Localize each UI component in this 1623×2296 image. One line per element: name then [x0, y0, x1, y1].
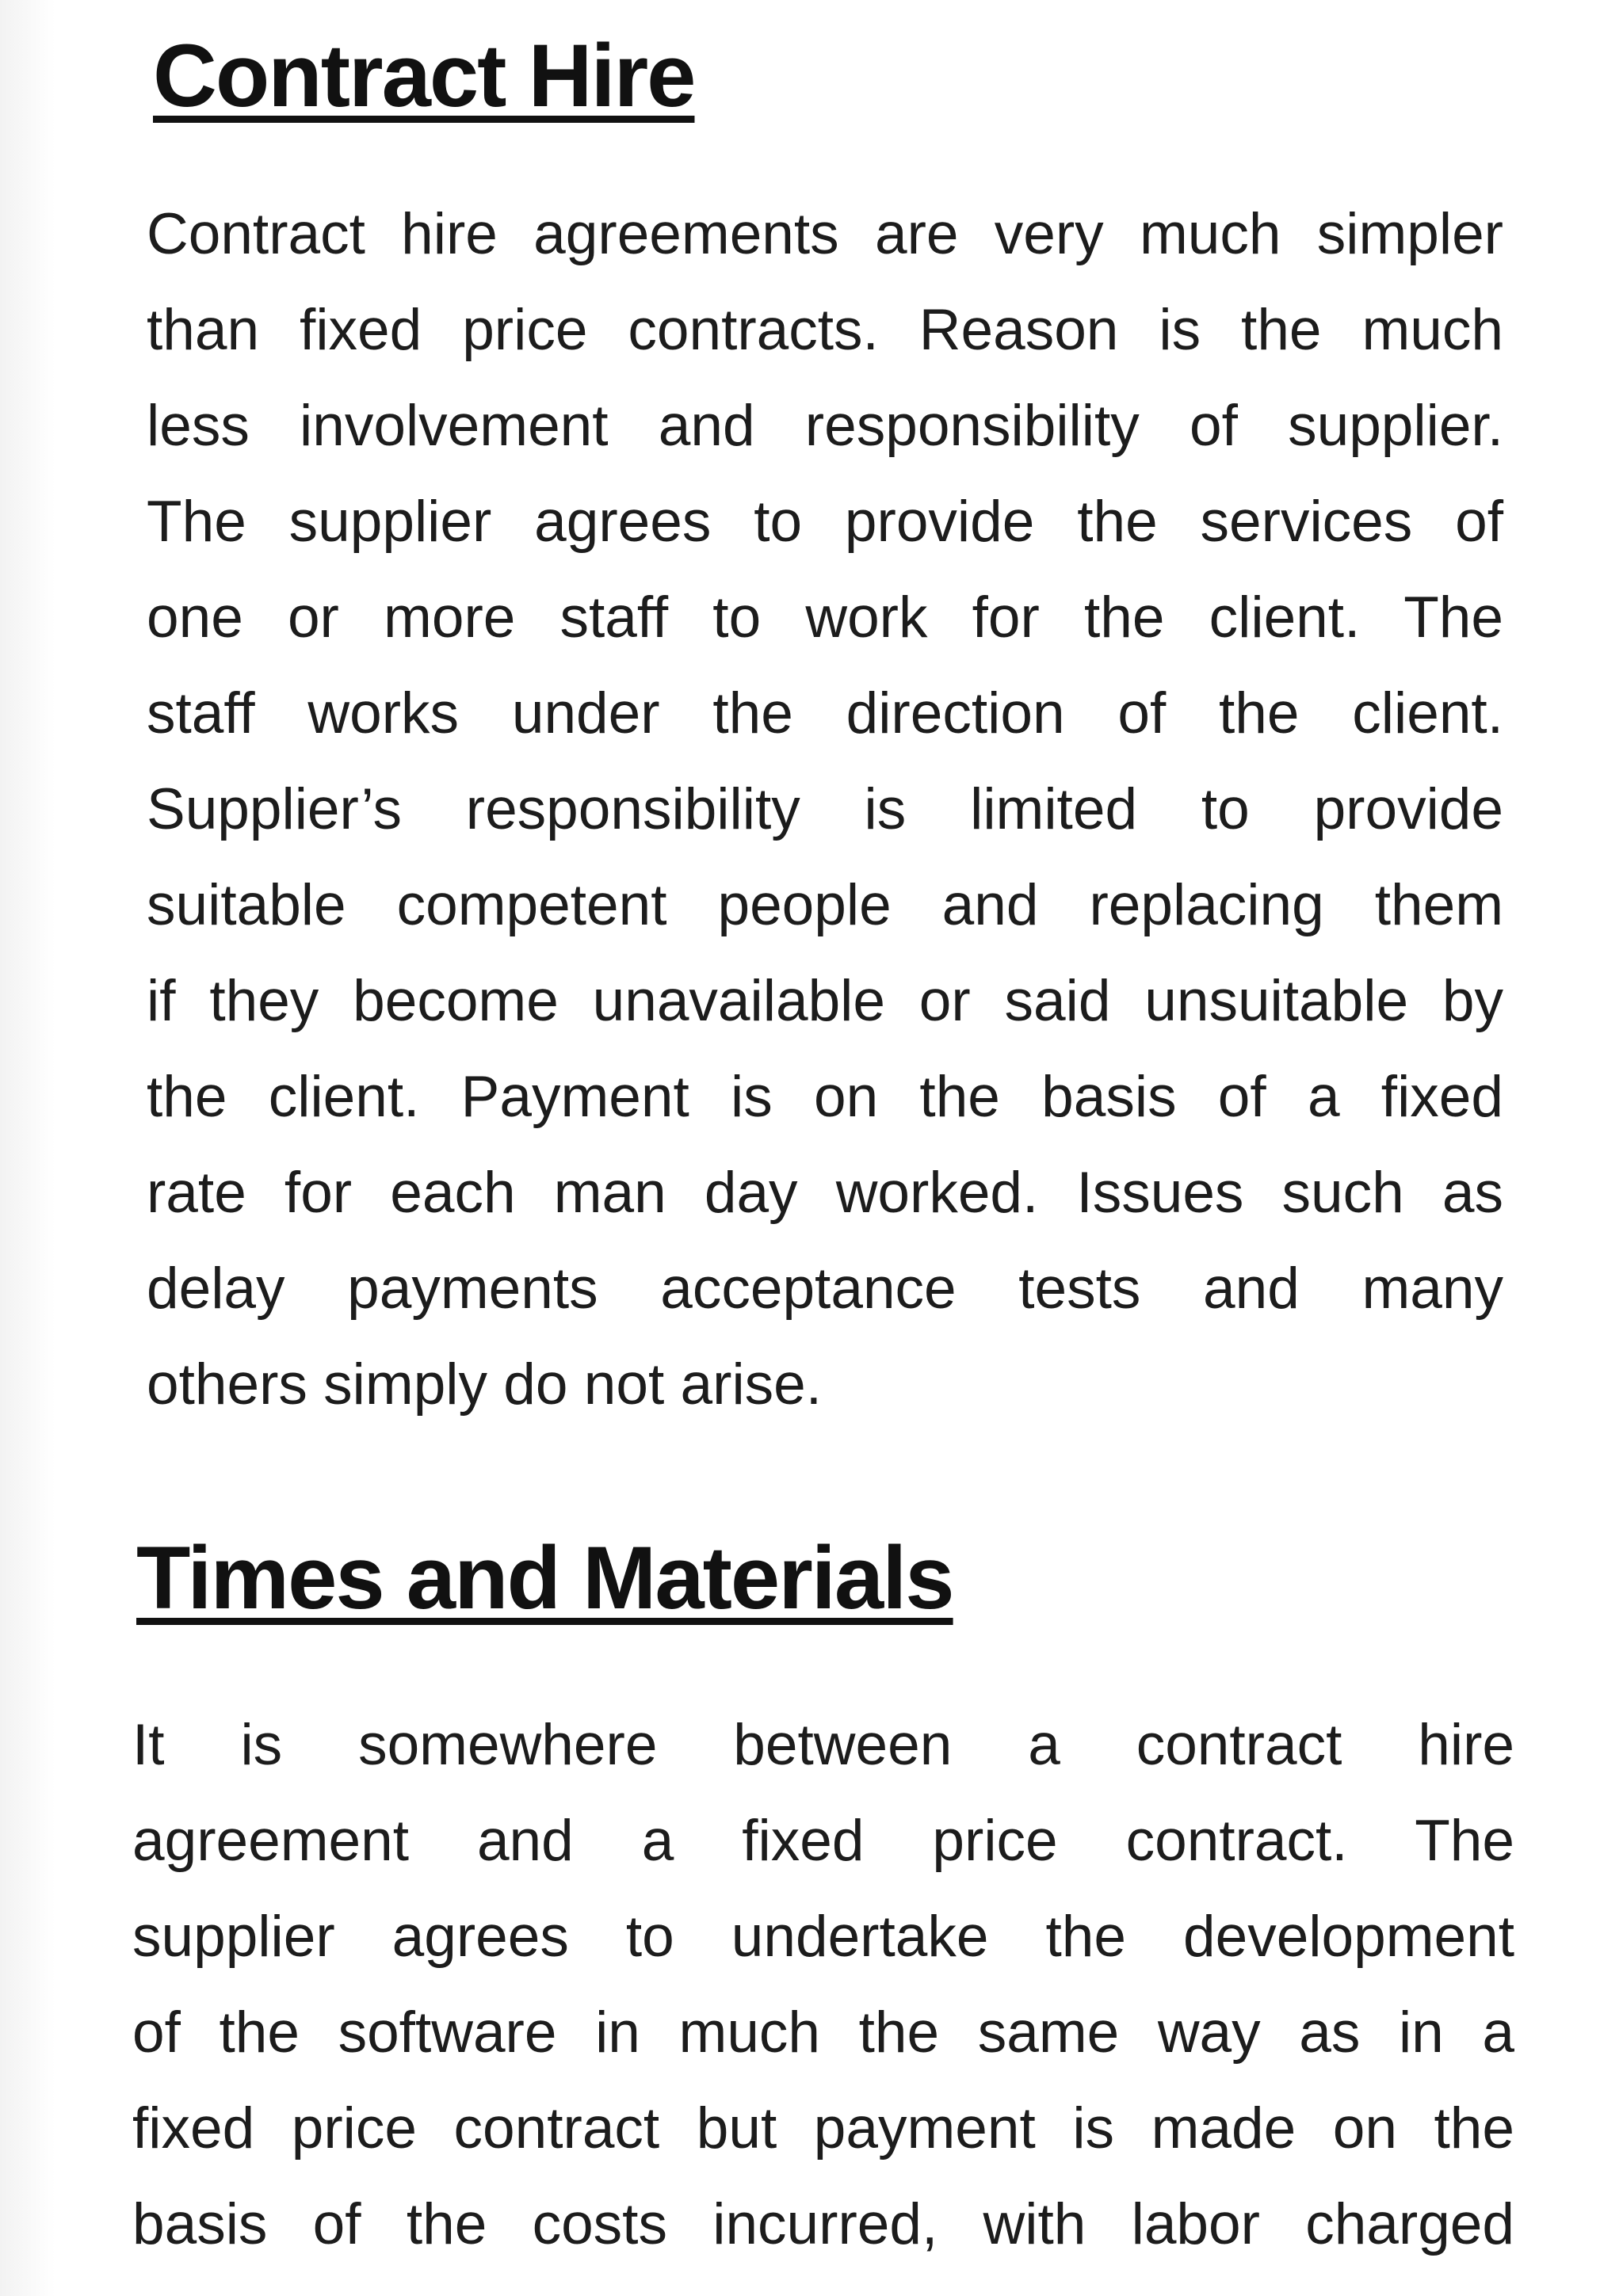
paragraph-line: than fixed price contracts. Reason is the much — [147, 298, 1503, 362]
paragraph-line: rate for each man day worked. Issues such as — [147, 1161, 1503, 1225]
paragraph-line: if they become unavailable or said unsuitable by — [147, 969, 1503, 1033]
paragraph-line: supplier agrees to undertake the development — [132, 1905, 1514, 1969]
times-and-materials-heading: Times and Materials — [136, 1528, 953, 1627]
paragraph-line: fixed price contract but payment is made on the — [132, 2096, 1514, 2161]
paragraph-line: others simply do not arise. — [147, 1352, 823, 1417]
paragraph-line: basis of the costs incurred, with labor charged — [132, 2192, 1514, 2256]
paragraph-line: suitable competent people and replacing them — [147, 873, 1503, 937]
paragraph-line: less involvement and responsibility of supplier. — [147, 394, 1503, 458]
paragraph-line: Supplier’s responsibility is limited to provide — [147, 777, 1503, 841]
paragraph-line: delay payments acceptance tests and many — [147, 1257, 1503, 1321]
paragraph-line: The supplier agrees to provide the services of — [147, 490, 1503, 554]
paragraph-line: one or more staff to work for the client. The — [147, 585, 1503, 650]
paragraph-line: of the software in much the same way as in a — [132, 2000, 1514, 2065]
paragraph-line: Contract hire agreements are very much simpler — [147, 202, 1503, 266]
paragraph-line: It is somewhere between a contract hire — [132, 1713, 1514, 1777]
paragraph-line: the client. Payment is on the basis of a fixed — [147, 1065, 1503, 1129]
paragraph-line: staff works under the direction of the client. — [147, 681, 1503, 746]
times-and-materials-paragraph — [132, 1697, 1514, 2272]
contract-hire-heading: Contract Hire — [153, 26, 695, 125]
paragraph-line: agreement and a fixed price contract. The — [132, 1809, 1514, 1873]
contract-hire-paragraph — [147, 186, 1503, 1432]
